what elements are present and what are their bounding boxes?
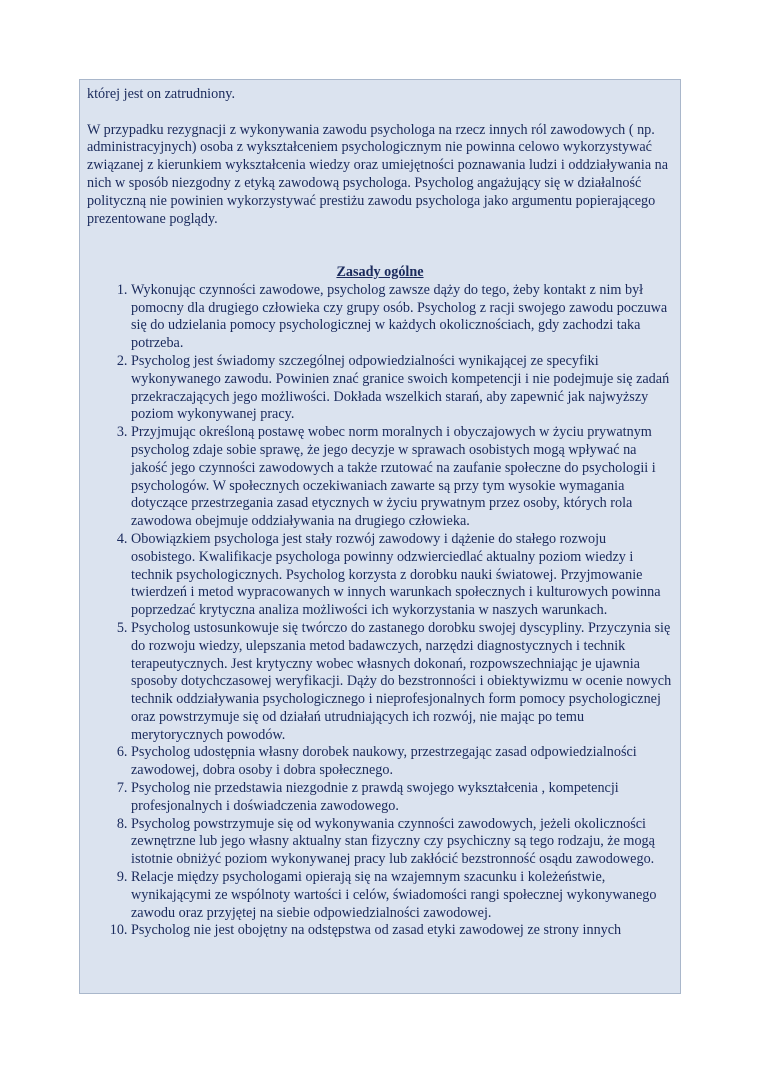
paragraph-spacer bbox=[87, 104, 673, 122]
section-title: Zasady ogólne bbox=[336, 263, 424, 280]
document-content-panel bbox=[79, 79, 681, 994]
rule-item-3: 3. Przyjmując określoną postawę wobec norm moralnych i obyczajowych w życiu prywatnym psycholog zdaje sobie sprawę, że jego decyzje w sprawach osobistych mogą wpływać na jakość jego czynności zawodowych a także rzutować na zaufanie społeczne do psychologii i psychologów. W społecznych oczekiwaniach zawarte są przy tym wysokie wymagania dotyczące przestrzegania zasad etycznych w życiu prywatnym przez osoby, których rola zawodowa obejmuje oddziaływania na drugiego człowieka. bbox=[131, 424, 673, 531]
intro-paragraph: W przypadku rezygnacji z wykonywania zawodu psychologa na rzecz innych ról zawodowych ( np. administracyjnych) osoba z wykształceniem psychologicznym nie powinna celowo wykorzystywać związanej z kierunkiem wykształcenia wiedzy oraz umiejętności poznawania ludzi i oddziaływania na nich w sposób niezgodny z etyką zawodową psychologa. Psycholog angażujący się w działalność polityczną nie powinien wykorzystywać prestiżu zawodu psychologa jako argumentu popierającego prezentowane poglądy. bbox=[87, 121, 669, 227]
rule-item-5: 5. Psycholog ustosunkowuje się twórczo do zastanego dorobku swojej dyscypliny. Przyczynia się do rozwoju wiedzy, ulepszania metod badawczych, narzędzi diagnostycznych i technik terapeutycznych. Jest krytyczny wobec własnych dokonań, rozpowszechniając je ujawnia sposoby dotychczasowej weryfikacji. Dąży do bezstronności i obiektywizmu w ocenie nowych technik oddziaływania psychologicznego i nieprofesjonalnych form pomocy psychologicznej oraz powstrzymuje się od działań utrudniających ich rozwój, nie mając po temu merytorycznych powodów. bbox=[131, 620, 673, 745]
rule-item-10: 10. Psycholog nie jest obojętny na odstępstwa od zasad etyki zawodowej ze strony innych bbox=[131, 922, 673, 940]
rule-item-4: 4. Obowiązkiem psychologa jest stały rozwój zawodowy i dążenie do stałego rozwoju osobistego. Kwalifikacje psychologa powinny odzwierciedlać aktualny poziom wiedzy i technik psychologicznych. Psycholog korzysta z dorobku nauki światowej. Przyjmowanie twierdzeń i metod wypracowanych w innych warunkach społecznych i kulturowych powinna poprzedzać krytyczna analiza możliwości ich wykorzystania w naszych warunkach. bbox=[131, 531, 673, 620]
rule-item-7: 7. Psycholog nie przedstawia niezgodnie z prawdą swojego wykształcenia , kompetencji profesjonalnych i doświadczenia zawodowego. bbox=[131, 780, 673, 816]
intro-continuation: której jest on zatrudniony. bbox=[87, 86, 236, 102]
rule-item-1: 1. Wykonując czynności zawodowe, psycholog zawsze dąży do tego, żeby kontakt z nim był pomocny dla drugiego człowieka czy grupy osób. Psycholog z racji swojego zawodu poczuwa się do udzielania pomocy psychologicznej w każdych okolicznościach, gdy zachodzi taka potrzeba. bbox=[131, 282, 673, 353]
rule-item-9: 9. Relacje między psychologami opierają się na wzajemnym szacunku i koleżeństwie, wynikającymi ze wspólnoty wartości i celów, świadomości rangi społecznej wykonywanego zawodu oraz przyjętej na siebie odpowiedzialności zawodowej. bbox=[131, 869, 673, 922]
paragraph-spacer bbox=[87, 228, 673, 246]
rule-item-6: 6. Psycholog udostępnia własny dorobek naukowy, przestrzegając zasad odpowiedzialności zawodowej, dobra osoby i dobra społecznego. bbox=[131, 744, 673, 780]
rule-item-2: 2. Psycholog jest świadomy szczególnej odpowiedzialności wynikającej ze specyfiki wykonywanego zawodu. Powinien znać granice swoich kompetencji i nie podejmuje się zadań przekraczających jego możliwości. Dokłada wszelkich starań, aby zapewnić jak najwyższy poziom wykonywanej pracy. bbox=[131, 353, 673, 424]
rules-list bbox=[87, 282, 673, 940]
rule-item-8: 8. Psycholog powstrzymuje się od wykonywania czynności zawodowych, jeżeli okoliczności zewnętrzne lub jego własny aktualny stan fizyczny czy psychiczny są tego rodzaju, że mogą istotnie obniżyć poziom wykonywanej pracy lub zakłócić bezstronność osądu zawodowego. bbox=[131, 816, 673, 869]
